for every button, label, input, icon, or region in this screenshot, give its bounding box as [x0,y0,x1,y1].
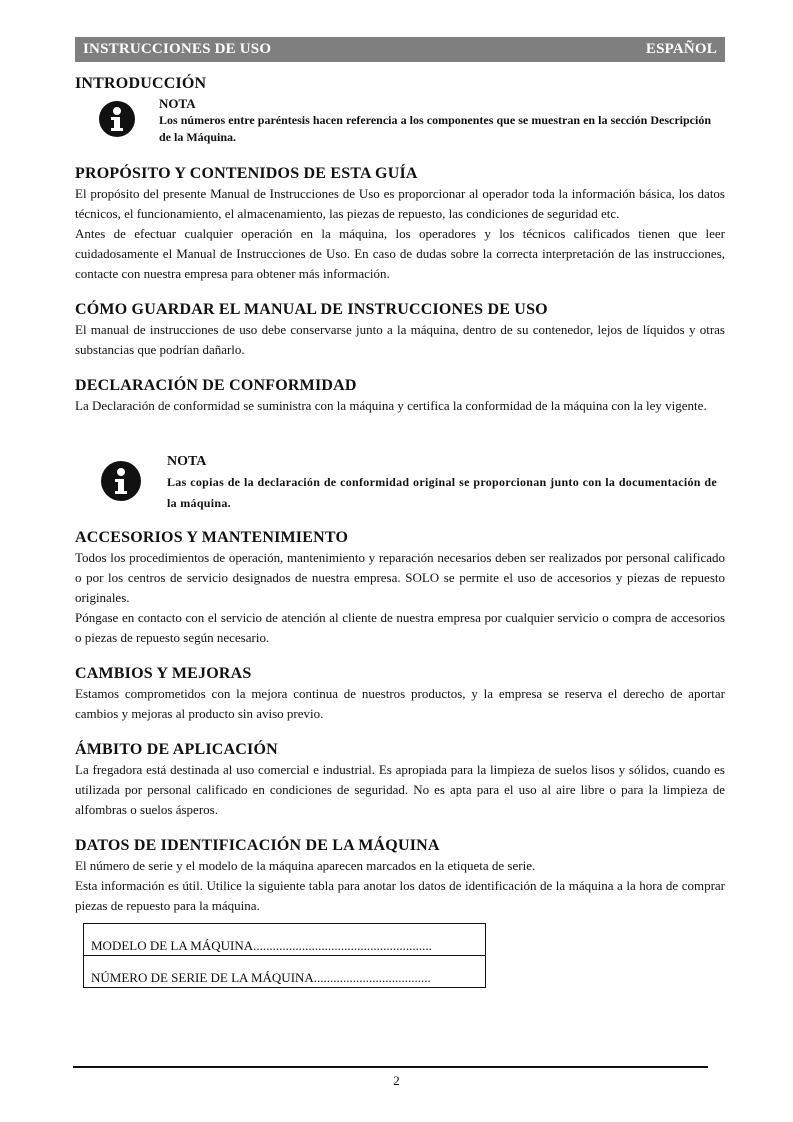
changes-paragraph: Estamos comprometidos con la mejora continua de nuestros productos, y la empresa se reserva el derecho de aportar cambios y mejoras al producto sin aviso previo. [75,686,725,721]
accessories-paragraph-2: Póngase en contacto con el servicio de atención al cliente de nuestra empresa por cualquier servicio o compra de accesorios o piezas de repuesto según necesario. [75,610,725,645]
storage-paragraph: El manual de instrucciones de uso debe conservarse junto a la máquina, dentro de su contenedor, lejos de líquidos y otras substancias que podrían dañarlo. [75,322,725,357]
serial-number-field[interactable]: NÚMERO DE SERIE DE LA MÁQUINA.................................... [84,956,486,988]
storage-title: CÓMO GUARDAR EL MANUAL DE INSTRUCCIONES DE USO [75,301,548,318]
purpose-paragraph-1: El propósito del presente Manual de Instrucciones de Uso es proporcionar al operador toda la información básica, los datos técnicos, el funcionamiento, el almacenamiento, las piezas de repuesto, las condiciones de seguridad etc. [75,186,725,221]
purpose-title: PROPÓSITO Y CONTENIDOS DE ESTA GUÍA [75,165,418,182]
section-identification [75,836,725,916]
section-storage [75,300,725,360]
info-icon [99,101,135,137]
purpose-paragraph-2: Antes de efectuar cualquier operación en la máquina, los operadores y los técnicos calificados tienen que leer cuidadosamente el Manual de Instrucciones de Uso. En caso de dudas sobre la correcta interpretación de las instrucciones, contacte con nuestra empresa para obtener más información. [75,226,725,281]
table-row [84,956,486,988]
intro-note-title: NOTA [159,96,196,111]
accessories-title: ACCESORIOS Y MANTENIMIENTO [75,529,349,546]
header-language: ESPAÑOL [645,41,717,57]
conformity-note-title: NOTA [167,454,207,469]
accessories-paragraph-1: Todos los procedimientos de operación, mantenimiento y reparación necesarios deben ser realizados por personal calificado o por los centros de servicio designados de nuestra empresa. SOLO se permite el uso de accesorios y piezas de repuesto originales. [75,550,725,605]
scope-title: ÁMBITO DE APLICACIÓN [75,741,278,758]
scope-paragraph: La fregadora está destinada al uso comercial e industrial. Es apropiada para la limpieza de suelos lisos y sólidos, cuando es utilizada por personal calificado en condiciones de seguridad. No es apta para el uso al aire libre o para la limpieza de alfombras o suelos ásperos. [75,762,725,817]
header-title: INSTRUCCIONES DE USO [83,41,272,57]
identification-title: DATOS DE IDENTIFICACIÓN DE LA MÁQUINA [75,837,440,854]
table-row [84,924,486,956]
conformity-note [75,452,725,514]
section-scope [75,740,725,820]
section-conformity [75,376,725,416]
conformity-title: DECLARACIÓN DE CONFORMIDAD [75,377,357,394]
identification-paragraph-1: El número de serie y el modelo de la máquina aparecen marcados en la etiqueta de serie. [75,858,536,873]
section-introduction [75,74,725,94]
page-number: 2 [393,1073,400,1088]
section-purpose [75,164,725,284]
conformity-paragraph: La Declaración de conformidad se suministra con la máquina y certifica la conformidad de la máquina con la ley vigente. [75,398,707,413]
footer-divider [73,1066,708,1068]
intro-note [75,95,725,146]
intro-title: INTRODUCCIÓN [75,75,207,92]
section-accessories [75,528,725,648]
identification-table [83,923,486,988]
page-header [75,37,725,62]
conformity-note-text: Las copias de la declaración de conformidad original se proporcionan junto con la documentación de la máquina. [167,475,717,510]
model-field[interactable]: MODELO DE LA MÁQUINA....................................................... [84,924,486,956]
changes-title: CAMBIOS Y MEJORAS [75,665,252,682]
info-icon [101,461,141,501]
section-changes [75,664,725,724]
identification-paragraph-2: Esta información es útil. Utilice la siguiente tabla para anotar los datos de identificación de la máquina a la hora de comprar piezas de repuesto para la máquina. [75,878,725,913]
intro-note-text: Los números entre paréntesis hacen referencia a los componentes que se muestran en la sección Descripción de la Máquina. [159,113,711,144]
